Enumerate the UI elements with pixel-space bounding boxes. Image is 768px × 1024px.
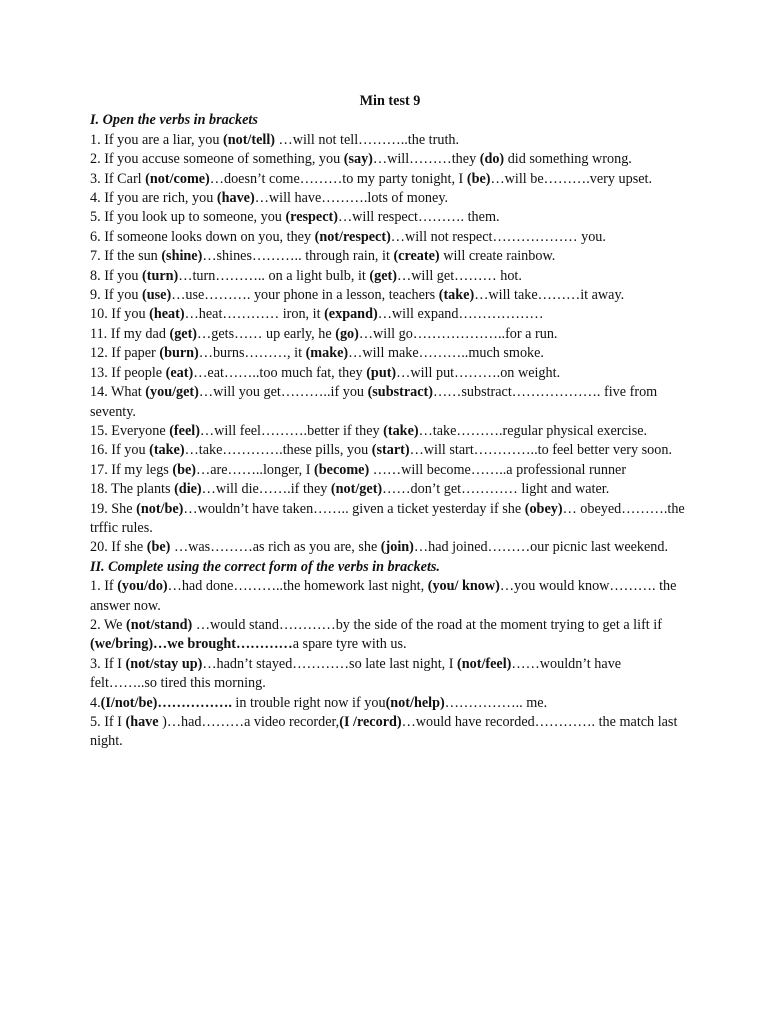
verb-prompt: (die) <box>174 481 202 498</box>
exercise-item <box>90 305 690 324</box>
item-text: 1. If you are a liar, you <box>90 131 223 148</box>
exercise-item <box>90 538 690 557</box>
exercise-item <box>90 189 690 208</box>
item-text: did something wrong. <box>504 151 632 168</box>
item-text: …will………they <box>372 151 480 168</box>
page-title: Min test 9 <box>359 93 421 109</box>
verb-prompt: (make) <box>305 345 349 362</box>
exercise-item <box>90 208 690 227</box>
verb-prompt: (say) <box>343 151 373 168</box>
exercise-item <box>90 267 690 286</box>
verb-prompt: (get) <box>169 325 198 342</box>
verb-prompt: (substract) <box>367 384 433 401</box>
verb-prompt: (burn) <box>159 345 199 362</box>
item-text: 2. If you accuse someone of something, you <box>90 151 344 168</box>
item-text: 20. If she <box>90 539 147 556</box>
verb-prompt: (you/get) <box>145 384 199 401</box>
verb-prompt: (eat) <box>165 364 194 381</box>
item-text: 16. If you <box>90 442 150 459</box>
item-text: 6. If someone looks down on you, they <box>90 228 315 245</box>
verb-prompt: (not/stay up) <box>125 655 203 672</box>
exercise-item <box>90 325 690 344</box>
verb-prompt: (go) <box>335 325 359 342</box>
item-text: …gets…… up early, he <box>197 325 336 342</box>
item-text: 2. We <box>90 616 127 633</box>
item-text: …eat……..too much fat, they <box>193 364 367 381</box>
item-text: 4. If you are rich, you <box>90 190 217 207</box>
item-text: 19. She <box>90 500 137 517</box>
item-text: 5. If I <box>90 714 126 730</box>
item-text: 4. <box>90 694 101 711</box>
section-1-list <box>90 131 690 558</box>
item-text: …hadn’t stayed…………so late last night, I <box>202 655 458 672</box>
verb-prompt: (take) <box>383 422 419 439</box>
verb-prompt: (not/respect) <box>314 228 391 245</box>
item-text: …will start…………..to feel better very soon. <box>409 442 672 459</box>
item-text: …will not tell………..the truth. <box>275 131 460 148</box>
item-text: in trouble right now if you <box>231 694 386 711</box>
item-text: …will make………..much smoke. <box>348 345 544 362</box>
item-text: 12. If paper <box>90 345 160 362</box>
exercise-item <box>90 500 690 539</box>
verb-prompt: (start) <box>371 442 410 459</box>
item-text: …heat………… iron, it <box>184 306 325 323</box>
item-text: …will put……….on weight. <box>396 364 561 381</box>
exercise-item <box>90 461 690 480</box>
exercise-item <box>90 655 690 694</box>
item-text: ……wouldn’t have felt……..so tired this morning. <box>90 655 622 692</box>
item-text: …burns………, it <box>198 345 306 362</box>
item-text: 7. If the sun <box>90 248 162 265</box>
verb-prompt: (be) <box>172 461 196 478</box>
item-text: …turn……….. on a light bulb, it <box>178 267 370 284</box>
exercise-item <box>90 228 690 247</box>
section-2-list <box>90 577 690 752</box>
item-text: 9. If you <box>90 287 143 304</box>
exercise-item <box>90 344 690 363</box>
exercise-item <box>90 694 690 713</box>
item-text: will create rainbow. <box>439 248 556 265</box>
section-2-heading: II. Complete using the correct form of the verbs in brackets. <box>90 558 440 575</box>
item-text: 1. If <box>90 578 118 595</box>
exercise-item <box>90 577 690 616</box>
verb-prompt: (feel) <box>169 422 200 439</box>
item-text: …had joined………our picnic last weekend. <box>413 539 669 556</box>
item-text: 14. What <box>90 384 146 401</box>
verb-prompt: (I/not/be)……………. <box>100 694 232 711</box>
exercise-item <box>90 364 690 383</box>
item-text: …shines……….. through rain, it <box>202 248 394 265</box>
item-text: …will respect………. them. <box>337 209 500 226</box>
document-page <box>90 92 690 752</box>
item-text: ……will become……..a professional runner <box>369 461 627 478</box>
item-text: 5. If you look up to someone, you <box>90 209 286 226</box>
verb-prompt: (not/help) <box>385 694 445 711</box>
verb-prompt: (you/do) <box>117 578 168 595</box>
item-text: …will you get………..if you <box>198 384 368 401</box>
item-text: ……don’t get………… light and water. <box>382 481 610 498</box>
verb-prompt: (become) <box>314 461 370 478</box>
item-text: …was………as rich as you are, she <box>170 539 381 556</box>
section-1-heading: I. Open the verbs in brackets <box>90 112 258 129</box>
item-text: 17. If my legs <box>90 461 173 478</box>
exercise-item <box>90 170 690 189</box>
item-text: … obeyed……….the trffic rules. <box>90 500 685 536</box>
item-text: a spare tyre with us. <box>292 636 407 653</box>
item-text: …take……….regular physical exercise. <box>418 422 648 439</box>
item-text: …use………. your phone in a lesson, teachers <box>171 287 439 304</box>
verb-prompt: (I /record) <box>339 714 402 730</box>
item-text: …had done………..the homework last night, <box>167 578 428 595</box>
exercise-item <box>90 441 690 460</box>
item-text: …………….. me. <box>444 694 548 711</box>
verb-prompt: (not/feel) <box>457 655 512 672</box>
item-text: 15. Everyone <box>90 422 170 439</box>
item-text: …will get……… hot. <box>397 267 522 284</box>
verb-prompt: (obey) <box>524 500 563 517</box>
exercise-item <box>90 713 690 752</box>
item-text: 10. If you <box>90 306 150 323</box>
verb-prompt: (be) <box>146 539 171 556</box>
verb-prompt: (get) <box>369 267 397 284</box>
item-text: …will not respect……………… you. <box>390 228 606 245</box>
exercise-item <box>90 616 690 655</box>
item-text: …would have recorded…………. the match last night. <box>90 714 678 750</box>
item-text: 3. If I <box>90 655 126 672</box>
verb-prompt: (not/come) <box>145 170 210 187</box>
verb-prompt: (expand) <box>324 306 378 323</box>
verb-prompt: (create) <box>393 248 440 265</box>
item-text: …will have……….lots of money. <box>254 190 449 207</box>
item-text: 13. If people <box>90 364 166 381</box>
item-text: …take………….these pills, you <box>184 442 372 459</box>
exercise-item <box>90 150 690 169</box>
verb-prompt: (use) <box>142 287 172 304</box>
item-text: …are……..longer, I <box>196 461 315 478</box>
item-text: …wouldn’t have taken…….. given a ticket yesterday if she <box>183 500 525 517</box>
item-text: 11. If my dad <box>90 325 170 342</box>
item-text: ……substract………………. five from seventy. <box>90 384 658 420</box>
verb-prompt: (join) <box>380 539 414 556</box>
exercise-item <box>90 383 690 422</box>
exercise-item <box>90 422 690 441</box>
item-text: …will be……….very upset. <box>490 170 653 187</box>
verb-prompt: (have) <box>216 190 255 207</box>
verb-prompt: (you/ know) <box>427 578 500 595</box>
exercise-item <box>90 480 690 499</box>
verb-prompt: (turn) <box>142 267 179 284</box>
item-text: …will take………it away. <box>474 287 625 304</box>
item-text: 18. The plants <box>90 481 175 498</box>
item-text: …you would know………. the answer now. <box>90 578 677 614</box>
item-text: …will die…….if they <box>201 481 331 498</box>
verb-prompt: (do) <box>479 151 505 168</box>
item-text: …will expand……………… <box>377 306 544 323</box>
item-text: 3. If Carl <box>90 170 146 187</box>
verb-prompt: (respect) <box>285 209 338 226</box>
verb-prompt: (put) <box>366 364 397 381</box>
item-text: 8. If you <box>90 267 143 284</box>
item-text: …will go………………..for a run. <box>358 325 558 342</box>
verb-prompt: (be) <box>466 170 491 187</box>
verb-prompt: (take) <box>438 287 475 304</box>
verb-prompt: (not/get) <box>330 481 383 498</box>
verb-prompt: (not/be) <box>136 500 184 517</box>
item-text: )…had………a video recorder, <box>162 714 340 730</box>
verb-prompt: (take) <box>149 442 185 459</box>
exercise-item <box>90 247 690 266</box>
verb-prompt: (heat) <box>149 306 185 323</box>
verb-prompt: (not/stand) <box>126 616 193 633</box>
exercise-item <box>90 286 690 305</box>
verb-prompt: (have <box>125 714 163 730</box>
item-text: …doesn’t come………to my party tonight, I <box>209 170 467 187</box>
verb-prompt: (shine) <box>161 248 203 265</box>
verb-prompt: (we/bring)…we brought………… <box>90 636 293 653</box>
verb-prompt: (not/tell) <box>222 131 275 148</box>
item-text: …will feel……….better if they <box>199 422 384 439</box>
exercise-item <box>90 131 690 150</box>
item-text: …would stand…………by the side of the road at the moment trying to get a lift if <box>192 616 662 633</box>
